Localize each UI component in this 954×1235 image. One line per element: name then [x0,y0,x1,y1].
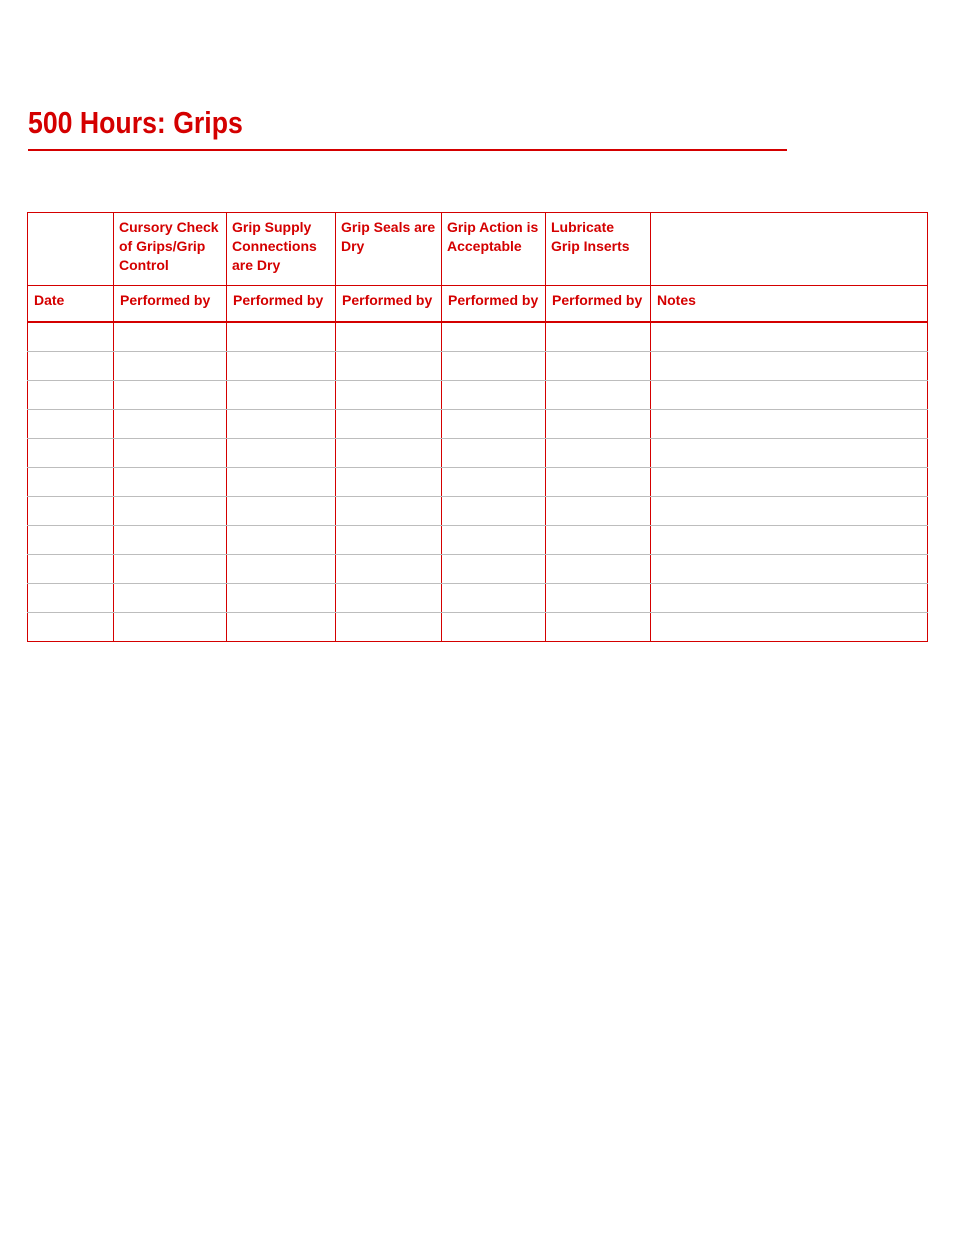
task-header-grip-action: Grip Action is Acceptable [442,213,546,286]
entry-cell-seals-dry[interactable] [336,439,442,468]
table-row [28,352,928,381]
entry-cell-notes[interactable] [651,584,928,613]
entry-cell-lubricate-inserts[interactable] [546,613,651,642]
label-date: Date [28,286,114,323]
entry-cell-supply-connections[interactable] [227,613,336,642]
entry-cell-date[interactable] [28,584,114,613]
task-header-lubricate-inserts: Lubricate Grip Inserts [546,213,651,286]
entry-rows [28,322,928,642]
table-row [28,584,928,613]
entry-cell-cursory-check[interactable] [114,381,227,410]
title-rule [28,149,787,151]
task-header-cursory-check: Cursory Check of Grips/Grip Control [114,213,227,286]
entry-cell-seals-dry[interactable] [336,352,442,381]
entry-cell-lubricate-inserts[interactable] [546,526,651,555]
entry-cell-notes[interactable] [651,439,928,468]
task-header-notes [651,213,928,286]
entry-cell-cursory-check[interactable] [114,555,227,584]
entry-cell-cursory-check[interactable] [114,410,227,439]
entry-cell-cursory-check[interactable] [114,497,227,526]
entry-cell-notes[interactable] [651,352,928,381]
entry-cell-seals-dry[interactable] [336,322,442,352]
task-header-supply-connections: Grip Supply Connections are Dry [227,213,336,286]
entry-cell-notes[interactable] [651,526,928,555]
entry-cell-lubricate-inserts[interactable] [546,410,651,439]
table-row [28,526,928,555]
entry-cell-grip-action[interactable] [442,381,546,410]
entry-cell-cursory-check[interactable] [114,439,227,468]
entry-cell-date[interactable] [28,381,114,410]
entry-cell-lubricate-inserts[interactable] [546,352,651,381]
entry-cell-seals-dry[interactable] [336,381,442,410]
entry-cell-date[interactable] [28,322,114,352]
table-row [28,468,928,497]
entry-cell-notes[interactable] [651,410,928,439]
label-performed-by: Performed by [227,286,336,323]
table-row [28,613,928,642]
entry-cell-supply-connections[interactable] [227,322,336,352]
entry-cell-date[interactable] [28,439,114,468]
entry-cell-lubricate-inserts[interactable] [546,497,651,526]
entry-cell-cursory-check[interactable] [114,526,227,555]
task-header-row [28,213,928,286]
entry-cell-supply-connections[interactable] [227,526,336,555]
label-performed-by: Performed by [546,286,651,323]
entry-cell-supply-connections[interactable] [227,497,336,526]
label-performed-by: Performed by [114,286,227,323]
entry-cell-grip-action[interactable] [442,613,546,642]
maintenance-log-table [27,212,928,642]
entry-cell-cursory-check[interactable] [114,322,227,352]
entry-cell-grip-action[interactable] [442,322,546,352]
entry-cell-grip-action[interactable] [442,584,546,613]
entry-cell-date[interactable] [28,468,114,497]
entry-cell-grip-action[interactable] [442,526,546,555]
table-row [28,381,928,410]
entry-cell-lubricate-inserts[interactable] [546,322,651,352]
entry-cell-notes[interactable] [651,468,928,497]
entry-cell-seals-dry[interactable] [336,555,442,584]
entry-cell-grip-action[interactable] [442,352,546,381]
entry-cell-grip-action[interactable] [442,410,546,439]
entry-cell-seals-dry[interactable] [336,613,442,642]
entry-cell-date[interactable] [28,497,114,526]
task-header-date [28,213,114,286]
entry-cell-cursory-check[interactable] [114,613,227,642]
entry-cell-grip-action[interactable] [442,497,546,526]
table-row [28,410,928,439]
entry-cell-lubricate-inserts[interactable] [546,555,651,584]
entry-cell-supply-connections[interactable] [227,439,336,468]
label-header-row [28,286,928,323]
entry-cell-supply-connections[interactable] [227,584,336,613]
entry-cell-notes[interactable] [651,381,928,410]
page-title: 500 Hours: Grips [28,105,243,140]
table-row [28,439,928,468]
entry-cell-notes[interactable] [651,555,928,584]
entry-cell-seals-dry[interactable] [336,410,442,439]
entry-cell-date[interactable] [28,555,114,584]
entry-cell-date[interactable] [28,526,114,555]
entry-cell-seals-dry[interactable] [336,526,442,555]
entry-cell-lubricate-inserts[interactable] [546,468,651,497]
entry-cell-notes[interactable] [651,497,928,526]
entry-cell-seals-dry[interactable] [336,584,442,613]
table-row [28,555,928,584]
table-row [28,322,928,352]
entry-cell-notes[interactable] [651,322,928,352]
label-performed-by: Performed by [442,286,546,323]
entry-cell-supply-connections[interactable] [227,352,336,381]
entry-cell-date[interactable] [28,410,114,439]
entry-cell-grip-action[interactable] [442,439,546,468]
entry-cell-lubricate-inserts[interactable] [546,381,651,410]
entry-cell-supply-connections[interactable] [227,410,336,439]
entry-cell-grip-action[interactable] [442,555,546,584]
entry-cell-date[interactable] [28,613,114,642]
entry-cell-lubricate-inserts[interactable] [546,584,651,613]
entry-cell-supply-connections[interactable] [227,468,336,497]
entry-cell-supply-connections[interactable] [227,555,336,584]
label-performed-by: Performed by [336,286,442,323]
entry-cell-grip-action[interactable] [442,468,546,497]
entry-cell-date[interactable] [28,352,114,381]
entry-cell-supply-connections[interactable] [227,381,336,410]
entry-cell-seals-dry[interactable] [336,497,442,526]
task-header-seals-dry: Grip Seals are Dry [336,213,442,286]
table-row [28,497,928,526]
entry-cell-cursory-check[interactable] [114,352,227,381]
entry-cell-cursory-check[interactable] [114,468,227,497]
entry-cell-notes[interactable] [651,613,928,642]
entry-cell-lubricate-inserts[interactable] [546,439,651,468]
entry-cell-seals-dry[interactable] [336,468,442,497]
label-notes: Notes [651,286,928,323]
entry-cell-cursory-check[interactable] [114,584,227,613]
